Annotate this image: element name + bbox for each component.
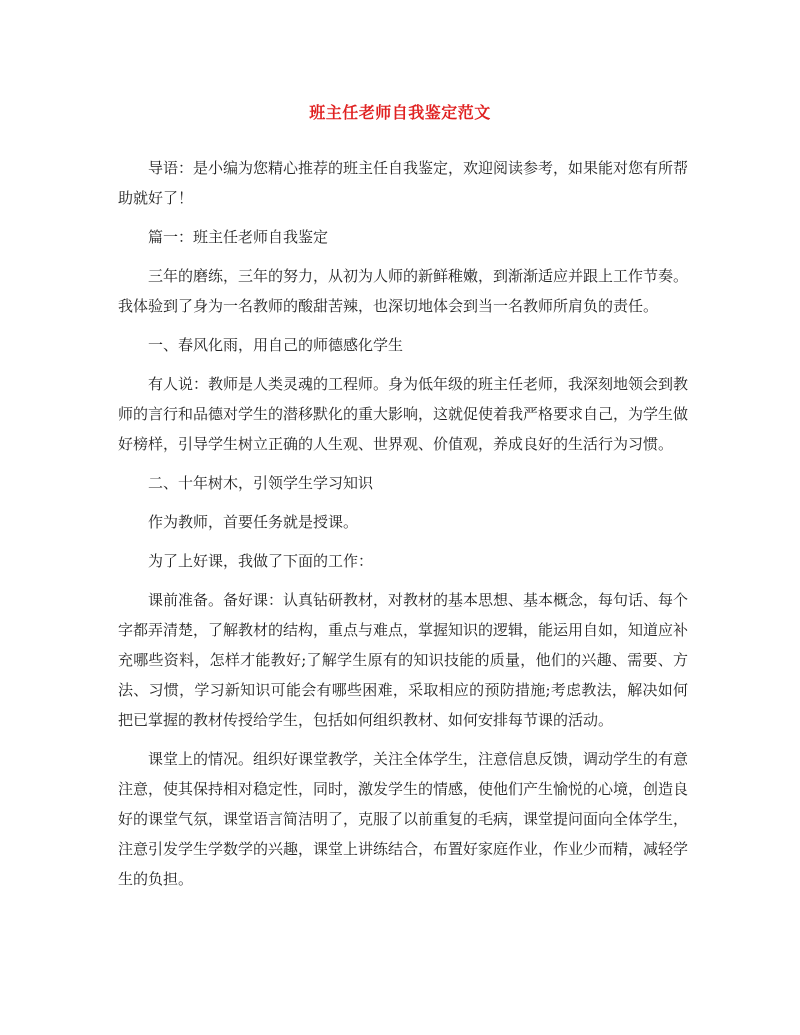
paragraph-intro: 导语：是小编为您精心推荐的班主任自我鉴定，欢迎阅读参考，如果能对您有所帮助就好了！ bbox=[118, 159, 689, 207]
paragraph: 课前准备。备好课：认真钻研教材，对教材的基本思想、基本概念，每句话、每个字都弄清楚，了解教材的结构，重点与难点，掌握知识的逻辑，能运用自如，知道应补充哪些资料，怎样才能教好;了解学生原有的知识技能的质量，他们的兴趣、需要、方法、习惯，学习新知识可能会有哪些困难，采取相应的预防措施;考虑教法，解决如何把已掌握的教材传授给学生，包括如何组织教材、如何安排每节课的活动。 bbox=[118, 591, 689, 729]
paragraph-section-heading: 篇一：班主任老师自我鉴定 bbox=[148, 228, 329, 246]
document-title: 班主任老师自我鉴定范文 bbox=[309, 103, 491, 122]
paragraph: 三年的磨练，三年的努力，从初为人师的新鲜稚嫩，到渐渐适应并跟上工作节奏。我体验到了身为一名教师的酸甜苦辣，也深切地体会到当一名教师所肩负的责任。 bbox=[118, 267, 689, 315]
paragraph: 为了上好课，我做了下面的工作： bbox=[148, 552, 374, 570]
document-body bbox=[118, 153, 688, 903]
paragraph: 作为教师，首要任务就是授课。 bbox=[148, 513, 359, 531]
paragraph: 有人说：教师是人类灵魂的工程师。身为低年级的班主任老师，我深刻地领会到教师的言行和品德对学生的潜移默化的重大影响，这就促使着我严格要求自己，为学生做好榜样，引导学生树立正确的人生观、世界观、价值观，养成良好的生活行为习惯。 bbox=[118, 375, 689, 453]
paragraph-subheading: 二、十年树木，引领学生学习知识 bbox=[148, 474, 374, 492]
paragraph-subheading: 一、春风化雨，用自己的师德感化学生 bbox=[148, 336, 404, 354]
paragraph: 课堂上的情况。组织好课堂教学，关注全体学生，注意信息反馈，调动学生的有意注意，使其保持相对稳定性，同时，激发学生的情感，使他们产生愉悦的心境，创造良好的课堂气氛，课堂语言简洁明了，克服了以前重复的毛病，课堂提问面向全体学生，注意引发学生学数学的兴趣，课堂上讲练结合，布置好家庭作业，作业少而精，减轻学生的负担。 bbox=[118, 750, 689, 888]
